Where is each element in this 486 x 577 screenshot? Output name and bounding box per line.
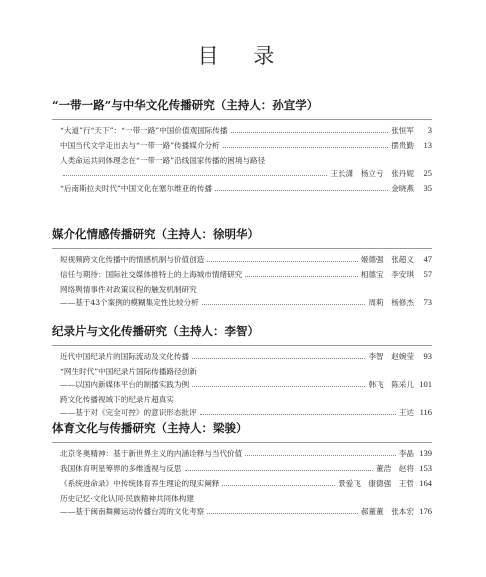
section-heading: 纪录片与文化传播研究（主持人：李智） [52,323,432,346]
toc-entry[interactable] [60,365,432,393]
entry-page-number: 3 [427,125,432,135]
entry-title: ——基于闽南舞狮运动传播台湾的文化考察 [60,507,205,516]
entry-line [60,447,432,460]
entry-title: “后南斯拉夫时代”中国文化在塞尔维亚的传播 [60,184,213,193]
entry-spacer [60,195,432,197]
toc-entry[interactable] [60,139,432,154]
toc-entry[interactable] [60,182,432,197]
toc-entry[interactable] [60,393,432,421]
entry-title: 中国当代文学走出去与“一带一路”传播媒介分析 [60,141,220,150]
leader-dots [207,253,358,262]
entry-title: 我国体育明星筹界的多维透视与反思 [60,464,182,473]
entry-line [60,492,432,505]
leader-dots [222,477,335,486]
entry-page-number: 164 [419,478,432,488]
entry-page-number: 35 [423,183,432,193]
entry-line [60,350,432,363]
entry-title: 信任与期待：国际社交媒体推特上的上海城市情绪研究 [60,270,243,279]
entry-page-number: 93 [423,351,432,361]
entry-author: 周莉 杨修杰 [368,298,414,307]
entry-author: 摆贵勤 [391,141,414,150]
toc-section [52,323,432,421]
entry-page-number: 139 [419,448,432,458]
entry-author: 金晓燕 [391,184,414,193]
entry-spacer [60,309,432,311]
entry-line [60,296,432,309]
entry-page-number: 73 [423,297,432,307]
leader-dots [185,462,374,471]
entry-page-number: 101 [419,379,432,389]
entry-author: 李晶 [398,449,414,458]
entry-author: 王长潇 杨立亏 张丹妮 [330,169,414,178]
entry-title: 短视频跨文化传播中的情感机制与价值创造 [60,255,205,264]
toc-entry[interactable] [60,283,432,311]
entry-page-number: 116 [419,407,432,417]
section-heading: 体育文化与传播研究（主持人：梁骏） [52,420,432,443]
toc-section [52,226,432,311]
entry-line [60,462,432,475]
entry-title: 人类命运共同体理念在“一带一路”沿线国家传播的困境与路径 [60,156,266,165]
toc-entry[interactable] [60,447,432,462]
entry-title: “大道”行“天下”：“一带一路”中国价值观国际传播 [60,126,228,135]
entry-line [60,365,432,378]
entry-page-number: 13 [423,140,432,150]
entry-title: 近代中国纪录片的国际流动及文化传播 [60,352,190,361]
entry-line [60,268,432,281]
toc-entry[interactable] [60,268,432,283]
leader-dots [231,124,389,133]
entry-line [60,283,432,296]
leader-dots [215,182,388,191]
entry-page-number: 57 [423,269,432,279]
page-title: 目 录 [197,44,289,68]
section-heading: “一带一路”与中华文化传播研究（主持人：孙宜学） [52,97,432,120]
leader-dots [192,350,365,359]
entry-page-number: 47 [423,254,432,264]
toc-entry[interactable] [60,462,432,477]
toc-entry[interactable] [60,492,432,520]
entry-line [60,253,432,266]
entry-author: 王达 [398,408,414,417]
toc-section [52,420,432,520]
entry-line [60,182,432,195]
entry-page-number: 153 [419,463,432,473]
entry-page-number: 25 [423,168,432,178]
entry-line [60,378,432,391]
toc-entry[interactable] [60,124,432,139]
entry-line [60,167,432,180]
entry-title: 历史记忆·文化认同·民族精神共同体构建 [60,494,194,503]
toc-entry[interactable] [60,477,432,492]
entry-line [60,393,432,406]
toc-section [52,97,432,197]
toc-entry[interactable] [60,253,432,268]
section-heading: 媒介化情感传播研究（主持人：徐明华） [52,226,432,249]
leader-dots [245,268,358,277]
toc-entry[interactable] [60,154,432,182]
leader-dots [245,447,396,456]
entry-title: 北京冬奥精神：基于新世界主义的内涵诠释与当代价值 [60,449,243,458]
entry-author: 景爱飞 康德强 王哲 [338,479,414,488]
entry-author: 张恒军 [391,126,414,135]
toc-entry[interactable] [60,350,432,365]
entry-title: “网生时代”中国纪录片国际传播路径创新 [60,367,197,376]
entry-line [60,139,432,152]
leader-dots [202,296,366,305]
leader-dots [223,139,389,148]
leader-dots [63,167,327,176]
entry-title: ——基于对《完全可控》的意识形态批评 [60,408,197,417]
entry-author: 相德宝 李安琪 [360,270,414,279]
entry-spacer [60,518,432,520]
entry-line [60,477,432,490]
entry-author: 董浩 赵将 [376,464,414,473]
entry-title: ——基于43个案例的模糊集定性比较分析 [60,298,199,307]
leader-dots [192,378,365,387]
entry-line [60,124,432,137]
entry-author: 郝董董 张本宏 [360,507,414,516]
entry-author: 李智 赵婉莹 [368,352,414,361]
entry-title: ——以国内新媒体平台的制播实践为例 [60,380,190,389]
entry-title: 网络舆情事件对政策议程的触发机制研究 [60,285,197,294]
entry-page-number: 176 [419,506,432,516]
entry-line [60,406,432,419]
entry-author: 姬德强 张超义 [360,255,414,264]
entry-title: 跨文化传播视域下的纪录片超真实 [60,395,174,404]
entry-author: 韩飞 陈采儿 [368,380,414,389]
entry-line [60,505,432,518]
entry-line [60,154,432,167]
entry-title: 《系统进命录》中传统体育养生理论的现实阐释 [60,479,220,488]
leader-dots [200,406,396,415]
leader-dots [207,505,358,514]
